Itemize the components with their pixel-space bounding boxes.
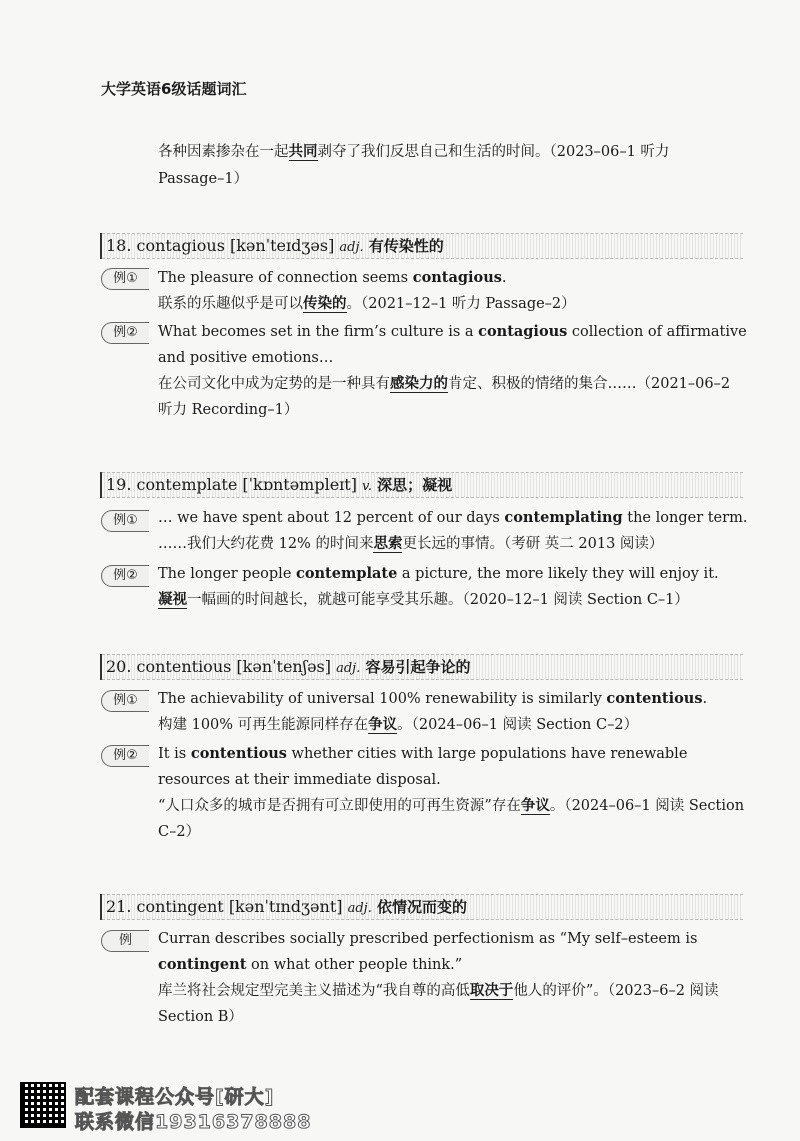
example-tag: 例① bbox=[101, 510, 149, 532]
entry-word: 18. contagious [kənˈteɪdʒəs] bbox=[106, 236, 335, 255]
example-block bbox=[158, 686, 748, 738]
example-en: a picture, the more likely they will enjoy it. bbox=[397, 566, 719, 582]
example-en-key: contemplating bbox=[504, 509, 623, 526]
example-block bbox=[158, 265, 748, 317]
intro-text-line2: Passage–1） bbox=[158, 171, 249, 187]
example-en-key: contentious bbox=[190, 745, 287, 762]
example-zh: 库兰将社会规定型完美主义描述为“我自尊的高低 bbox=[158, 983, 470, 999]
example-en: The achievability of universal 100% renewability is similarly bbox=[158, 691, 607, 707]
example-tag: 例② bbox=[101, 322, 149, 344]
example-block bbox=[158, 505, 748, 557]
qr-code-icon bbox=[20, 1082, 66, 1128]
example-en: . bbox=[702, 691, 708, 707]
example-en: The longer people bbox=[158, 566, 297, 582]
entry-pos: adj. bbox=[336, 661, 361, 676]
entry-pos: adj. bbox=[339, 240, 364, 255]
example-en: Curran describes socially prescribed perfectionism as “My self–esteem is bbox=[158, 931, 698, 947]
footer-watermark bbox=[20, 1082, 320, 1132]
example-zh-key: 争议 bbox=[368, 716, 398, 733]
entry-word: 20. contentious [kənˈtenʃəs] bbox=[106, 657, 331, 676]
example-zh: 。（2024–06–1 阅读 Section C–2） bbox=[397, 717, 639, 733]
example-zh: 联系的乐趣似乎是可以 bbox=[158, 296, 303, 312]
example-en: on what other people think.” bbox=[246, 957, 463, 973]
intro-paragraph bbox=[158, 138, 748, 193]
example-en: whether cities with large populations have renewable resources at their immediate disposal. bbox=[158, 746, 688, 788]
example-tag: 例 bbox=[101, 930, 149, 952]
example-tag: 例① bbox=[101, 268, 149, 290]
entry-heading-contagious bbox=[100, 233, 743, 259]
entry-meaning: 有传染性的 bbox=[368, 237, 444, 255]
footer-line-2: 联系微信19316378888 bbox=[75, 1111, 312, 1133]
example-en-key: contagious bbox=[478, 323, 568, 340]
intro-text-post: 剥夺了我们反思自己和生活的时间。（2023–06–1 听力 bbox=[317, 144, 670, 160]
entry-heading-contingent bbox=[100, 894, 743, 920]
example-block bbox=[158, 319, 748, 423]
example-zh-key: 取决于 bbox=[469, 982, 514, 999]
example-zh-key: 凝视 bbox=[158, 591, 187, 608]
example-zh-key: 传染的 bbox=[303, 295, 347, 312]
example-en-key: contingent bbox=[158, 956, 247, 973]
example-tag: 例② bbox=[101, 565, 149, 587]
example-zh: “人口众多的城市是否拥有可立即使用的可再生资源”存在 bbox=[158, 798, 521, 814]
example-tag: 例① bbox=[101, 690, 149, 712]
example-block bbox=[158, 741, 748, 845]
example-zh: 构建 100% 可再生能源同样存在 bbox=[158, 717, 369, 733]
entry-meaning: 依情况而变的 bbox=[376, 898, 467, 916]
entry-word: 19. contemplate [ˈkɒntəmpleɪt] bbox=[106, 475, 357, 494]
example-zh: ……我们大约花费 12% 的时间来 bbox=[158, 536, 374, 552]
example-en: The pleasure of connection seems bbox=[158, 270, 413, 286]
entry-meaning: 容易引起争论的 bbox=[365, 658, 471, 676]
footer-line-1: 配套课程公众号[研大] bbox=[75, 1086, 275, 1108]
example-en: What becomes set in the firm’s culture is a bbox=[158, 324, 479, 340]
example-en: . bbox=[501, 270, 507, 286]
example-zh: 肯定、积极的情绪的集合……（2021–06–2 听力 Recording–1） bbox=[158, 376, 731, 418]
example-en-key: contentious bbox=[606, 690, 703, 707]
example-zh: 更长远的事情。（考研 英二 2013 阅读） bbox=[402, 536, 664, 552]
example-zh-key: 思索 bbox=[373, 535, 403, 552]
example-zh: 一幅画的时间越长，就越可能享受其乐趣。（2020–12–1 阅读 Section C–1） bbox=[187, 592, 689, 608]
intro-text-pre: 各种因素掺杂在一起 bbox=[158, 144, 289, 160]
example-zh: 在公司文化中成为定势的是一种具有 bbox=[158, 376, 390, 392]
example-block bbox=[158, 926, 748, 1030]
entry-word: 21. contingent [kənˈtɪndʒənt] bbox=[106, 897, 343, 916]
entry-pos: v. bbox=[362, 479, 372, 494]
example-zh: 。（2021–12–1 听力 Passage–2） bbox=[346, 296, 576, 312]
entry-pos: adj. bbox=[347, 901, 372, 916]
example-zh: 。（2024–06–1 阅读 Section C–2） bbox=[158, 798, 745, 840]
example-tag: 例② bbox=[101, 745, 149, 767]
example-zh-key: 争议 bbox=[520, 797, 550, 814]
entry-meaning: 深思；凝视 bbox=[377, 476, 453, 494]
page-header: 大学英语6级话题词汇 bbox=[101, 80, 247, 98]
example-en: collection of affirmative and positive emotions… bbox=[158, 324, 747, 366]
entry-heading-contemplate bbox=[100, 472, 743, 498]
entry-heading-contentious bbox=[100, 654, 743, 680]
example-zh: 他人的评价”。（2023–6–2 阅读 Section B） bbox=[158, 983, 719, 1025]
example-en: … we have spent about 12 percent of our days bbox=[158, 510, 505, 526]
example-en: the longer term. bbox=[622, 510, 748, 526]
intro-keyword: 共同 bbox=[288, 143, 318, 160]
example-block bbox=[158, 561, 748, 613]
example-en-key: contagious bbox=[412, 269, 502, 286]
example-en-key: contemplate bbox=[296, 565, 398, 582]
example-zh-key: 感染力的 bbox=[390, 375, 448, 392]
example-en: It is bbox=[158, 746, 191, 762]
